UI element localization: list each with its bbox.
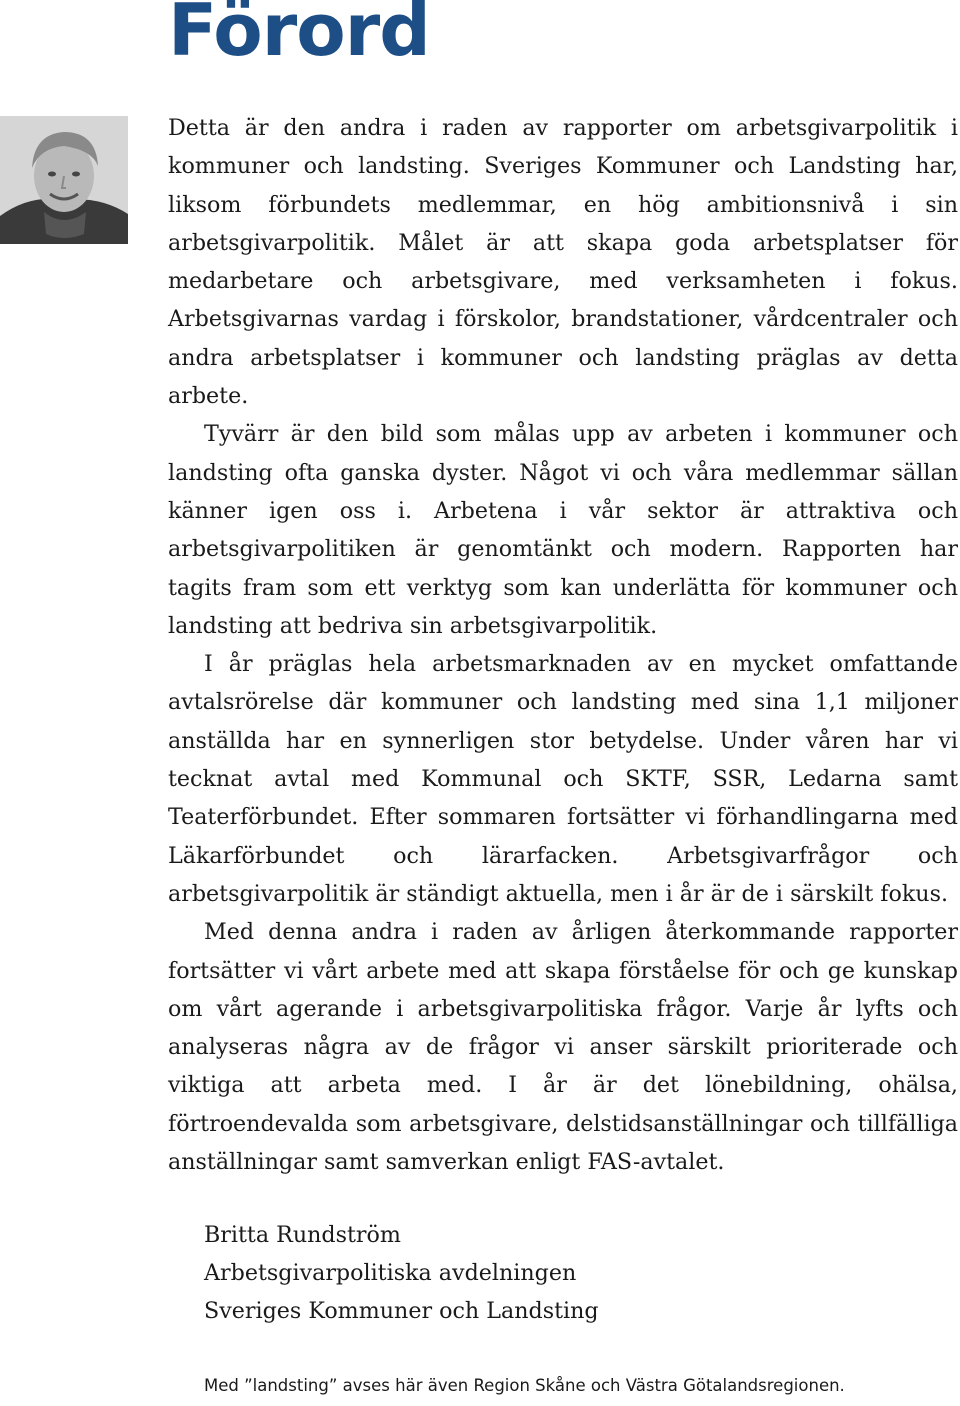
portrait-image	[0, 116, 128, 244]
footnote: Med ”landsting” avses här även Region Skåne och Västra Götalandsregionen.	[204, 1376, 845, 1395]
paragraph: Detta är den andra i raden av rapporter om arbetsgivarpolitik i kommuner och landsting. Sveriges Kommuner och Landsting har, liksom förbundets medlemmar, en hög ambitionsnivå i sin arbetsgivarpolitik. Målet är att skapa goda arbetsplatser för medarbetare och arbetsgivare, med verksamheten i fokus. Arbetsgivarnas vardag i förskolor, brandstationer, vårdcentraler och andra arbetsplatser i kommuner och landsting präglas av detta arbete.	[168, 115, 958, 410]
signature-department: Arbetsgivarpolitiska avdelningen	[204, 1260, 577, 1286]
signature-block	[204, 1216, 599, 1330]
paragraph: Tyvärr är den bild som målas upp av arbeten i kommuner och landsting ofta ganska dyster. Något vi och våra medlemmar sällan känner igen oss i. Arbetena i vår sektor är attraktiva och arbetsgivarpolitiken är genomtänkt och modern. Rapporten har tagits fram som ett verktyg som kan underlätta för kommuner och landsting att bedriva sin arbetsgivarpolitik.	[168, 421, 958, 639]
paragraph: Med denna andra i raden av årligen återkommande rapporter fortsätter vi vårt arbete med att skapa förståelse för och ge kunskap om vårt agerande i arbetsgivarpolitiska frågor. Varje år lyfts och analyseras några av de frågor vi anser särskilt prioriterade och viktiga att arbeta med. I år är det lönebildning, ohälsa, förtroendevalda som arbetsgivare, delstidsanställningar och tillfälliga anställningar samt samverkan enligt FAS-avtalet.	[168, 919, 958, 1176]
foreword-body	[168, 109, 958, 1181]
page-title: Förord	[168, 0, 430, 72]
signature-name: Britta Rundström	[204, 1222, 401, 1248]
signature-organization: Sveriges Kommuner och Landsting	[204, 1298, 599, 1324]
author-photo	[0, 116, 128, 244]
paragraph: I år präglas hela arbetsmarknaden av en mycket omfattande avtalsrörelse där kommuner och landsting med sina 1,1 miljoner anställda har en synnerligen stor betydelse. Under våren har vi tecknat avtal med Kommunal och SKTF, SSR, Ledarna samt Teaterförbundet. Efter sommaren fortsätter vi förhandlingarna med Läkarförbundet och lärarfacken. Arbetsgivarfrågor och arbetsgivarpolitik är ständigt aktuella, men i år är de i särskilt fokus.	[168, 651, 958, 907]
